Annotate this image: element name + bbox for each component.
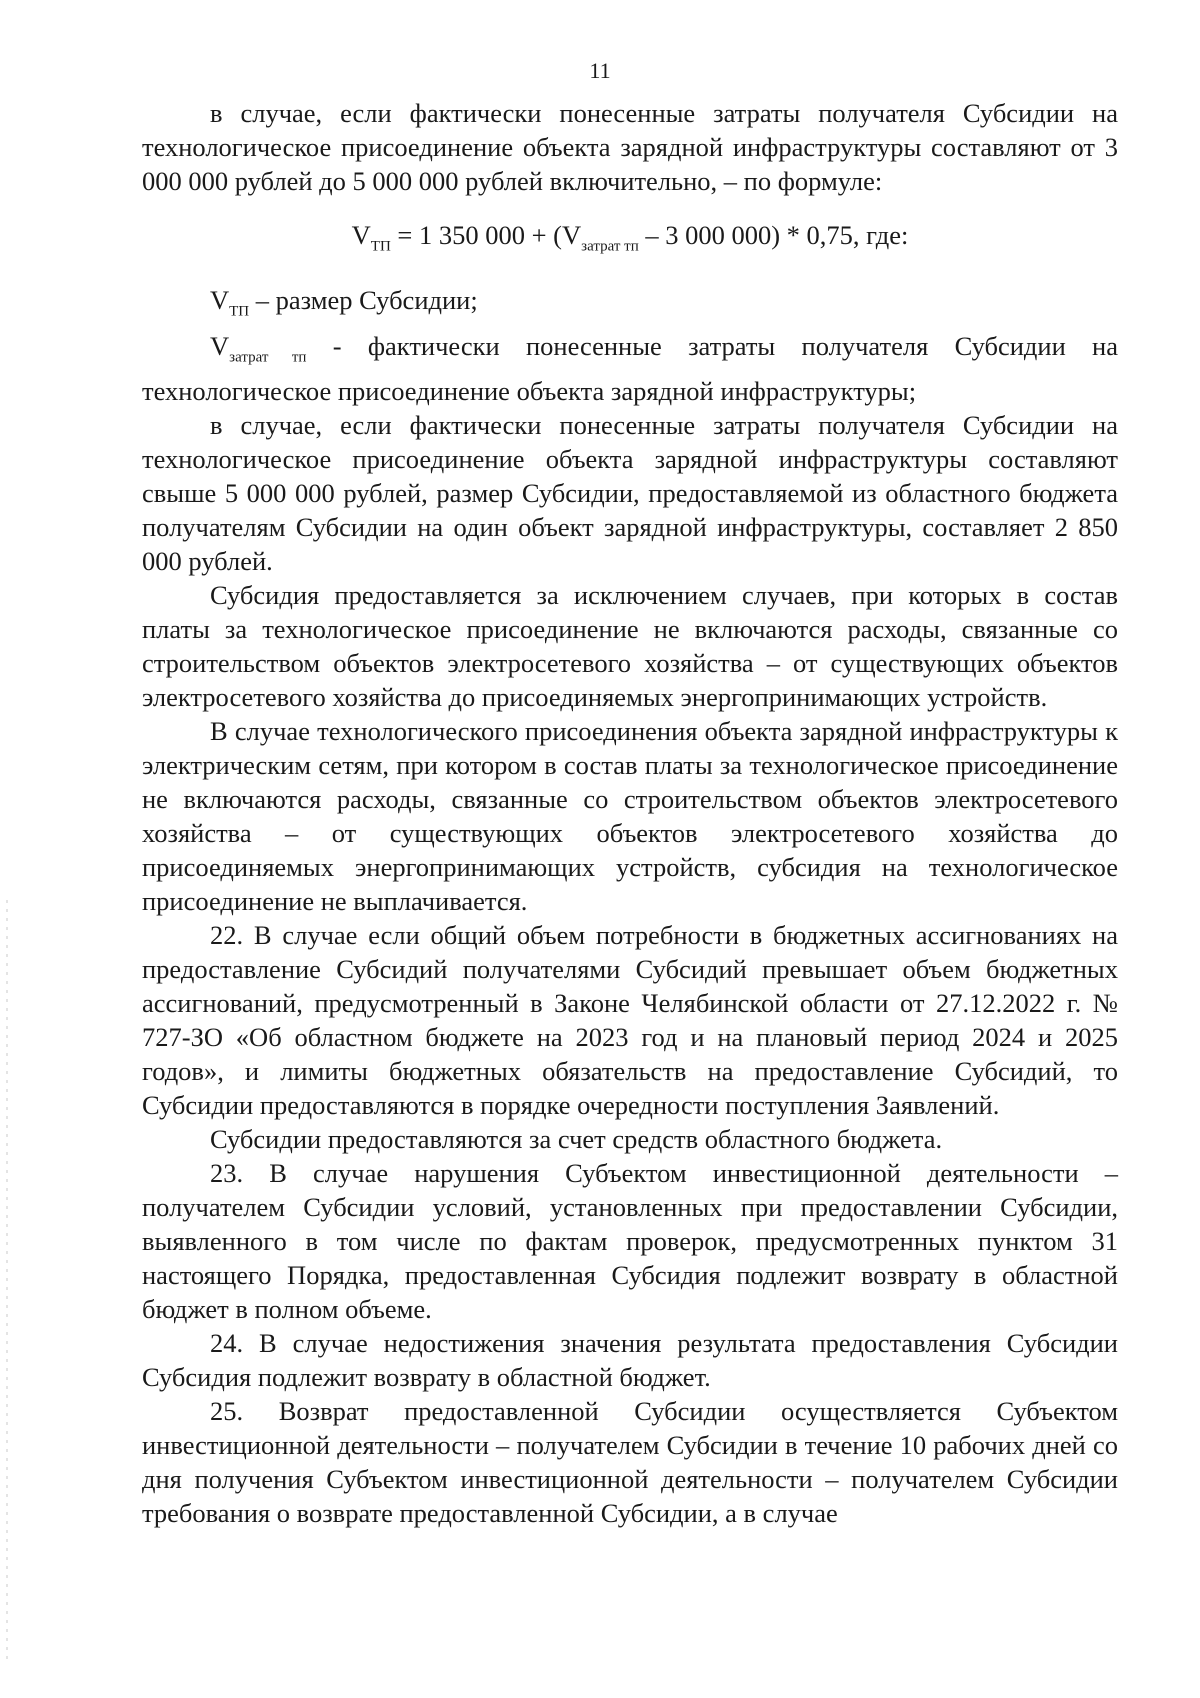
- definition-v-zatrat: [142, 329, 1118, 408]
- paragraph-25: 25. Возврат предоставленной Субсидии осуществляется Субъектом инвестиционной деятельности – получателем Субсидии в течение 10 рабочих дней со дня получения Субъектом инвестиционной деятельности – получателем Субсидии требования о возврате предоставленной Субсидии, а в случае: [142, 1395, 1118, 1528]
- page-number: 11: [589, 58, 611, 83]
- paragraph-24: 24. В случае недостижения значения результата предоставления Субсидии Субсидия подлежит возврату в областной бюджет.: [142, 1327, 1118, 1392]
- formula-end: – 3 000 000) * 0,75, где:: [638, 220, 909, 250]
- formula-sub: затрат тп: [581, 238, 639, 255]
- subsidy-formula: [142, 218, 1118, 263]
- paragraph-funding-source: Субсидии предоставляются за счет средств областного бюджета.: [210, 1123, 943, 1154]
- paragraph-23: 23. В случае нарушения Субъектом инвестиционной деятельности – получателем Субсидии условий, установленных при предоставлении Субсидии, выявленного в том числе по фактам проверок, предусмотренных пунктом 31 настоящего Порядка, предоставленная Субсидия подлежит возврату в областной бюджет в полном объеме.: [142, 1157, 1118, 1324]
- paragraph-22: 22. В случае если общий объем потребности в бюджетных ассигнованиях на предоставление Субсидий получателями Субсидий превышает объем бюджетных ассигнований, предусмотренный в Законе Челябинской области от 27.12.2022 г. № 727-ЗО «Об областном бюджете на 2023 год и на плановый период 2024 и 2025 годов», и лимиты бюджетных обязательств на предоставление Субсидий, то Субсидии предоставляются в порядке очередности поступления Заявлений.: [142, 919, 1118, 1120]
- def-sub: ТП: [229, 303, 250, 320]
- scan-margin-noise: [6, 900, 8, 1660]
- def-text: - фактически понесенные затраты получателя Субсидии на технологическое присоединение объекта зарядной инфраструктуры;: [142, 330, 1119, 406]
- document-body: [142, 96, 1118, 1530]
- paragraph-cost-range-3m-5m: в случае, если фактически понесенные затраты получателя Субсидии на технологическое присоединение объекта зарядной инфраструктуры составляют от 3 000 000 рублей до 5 000 000 рублей включительно, – по формуле:: [142, 98, 1118, 196]
- paragraph-no-payment: В случае технологического присоединения объекта зарядной инфраструктуры к электрическим сетям, при котором в состав платы за технологическое присоединение не включаются расходы, связанные со строительством объектов электросетевого хозяйства – от существующих объектов электросетевого хозяйства до присоединяемых энергопринимающих устройств, субсидия на технологическое присоединение не выплачивается.: [142, 715, 1118, 916]
- formula-middle: = 1 350 000 + (V: [390, 220, 582, 250]
- definition-v-tp: [142, 283, 1118, 328]
- paragraph-cost-over-5m: в случае, если фактически понесенные затраты получателя Субсидии на технологическое присоединение объекта зарядной инфраструктуры составляют свыше 5 000 000 рублей, размер Субсидии, предоставляемой из областного бюджета получателям Субсидии на один объект зарядной инфраструктуры, составляет 2 850 000 рублей.: [142, 409, 1118, 576]
- def-var: V: [210, 330, 230, 361]
- formula-var: V: [351, 220, 371, 250]
- formula-sub: ТП: [370, 238, 391, 255]
- def-text: – размер Субсидии;: [249, 285, 478, 316]
- scan-artifact: [470, 0, 670, 6]
- def-sub: затрат тп: [229, 348, 307, 365]
- def-var: V: [210, 285, 230, 316]
- paragraph-exclusion: Субсидия предоставляется за исключением случаев, при которых в состав платы за технологическое присоединение не включаются расходы, связанные со строительством объектов электросетевого хозяйства – от существующих объектов электросетевого хозяйства до присоединяемых энергопринимающих устройств.: [142, 579, 1118, 712]
